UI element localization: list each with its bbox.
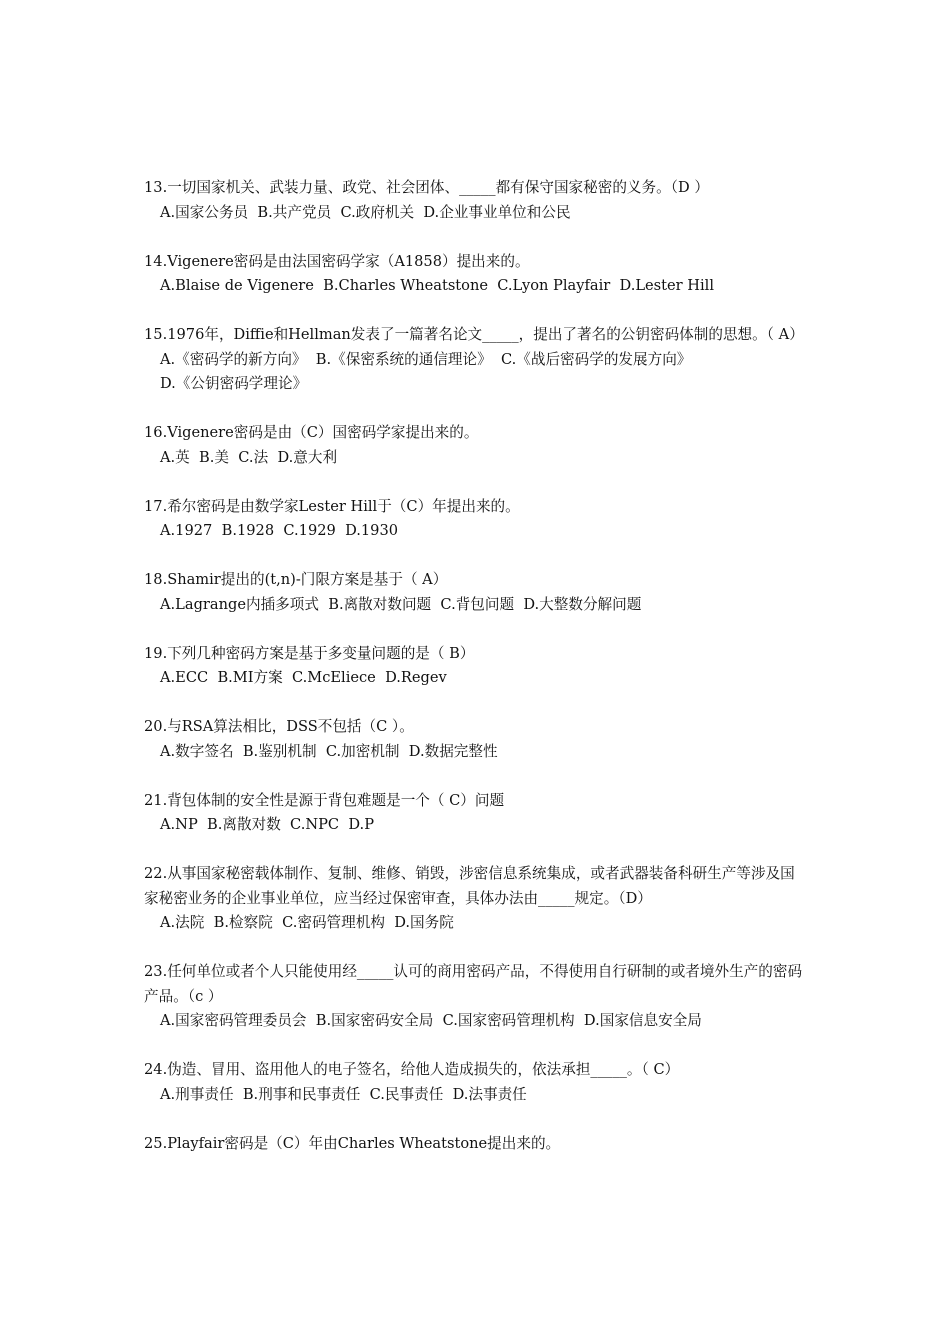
question-text: 15.1976年，Diffie和Hellman发表了一篇著名论文_____，提出了著名的公钥密码体制的思想。（ A）	[144, 326, 804, 343]
question-options: A.国家密码管理委员会 B.国家密码安全局 C.国家密码管理机构 D.国家信息安全局	[160, 1012, 702, 1029]
question-options: A.英 B.美 C.法 D.意大利	[160, 448, 338, 466]
question-text: 18.Shamir提出的(t,n)-门限方案是基于（ A）	[144, 571, 448, 588]
question-text: 23.任何单位或者个人只能使用经_____认可的商用密码产品，不得使用自行研制的或者境外生产的密码产品。（c ）	[144, 963, 803, 1005]
question-item	[144, 495, 808, 544]
question-text: 21.背包体制的安全性是源于背包难题是一个（ C）问题	[144, 791, 505, 809]
question-item	[144, 789, 808, 838]
question-item	[144, 568, 808, 617]
question-options: A.数字签名 B.鉴别机制 C.加密机制 D.数据完整性	[160, 742, 498, 760]
question-options: A.Lagrange内插多项式 B.离散对数问题 C.背包问题 D.大整数分解问题	[160, 595, 642, 613]
question-item	[144, 250, 808, 299]
question-list	[144, 176, 808, 1181]
question-item	[144, 323, 808, 397]
question-options: A.法院 B.检察院 C.密码管理机构 D.国务院	[160, 914, 454, 931]
question-item	[144, 1132, 808, 1157]
question-options: A.NP B.离散对数 C.NPC D.P	[160, 816, 375, 833]
question-item	[144, 176, 808, 225]
question-text: 24.伪造、冒用、盗用他人的电子签名，给他人造成损失的，依法承担_____。（ C）	[144, 1061, 680, 1078]
question-item	[144, 642, 808, 691]
question-text: 16.Vigenere密码是由（C）国密码学家提出来的。	[144, 424, 479, 441]
question-item	[144, 421, 808, 470]
question-options: A.Blaise de Vigenere B.Charles Wheatstone C.Lyon Playfair D.Lester Hill	[160, 277, 714, 294]
question-text: 13.一切国家机关、武装力量、政党、社会团体、_____都有保守国家秘密的义务。（D ）	[144, 179, 709, 196]
question-options: A.国家公务员 B.共产党员 C.政府机关 D.企业事业单位和公民	[160, 203, 571, 221]
question-text: 22.从事国家秘密载体制作、复制、维修、销毁，涉密信息系统集成，或者武器装备科研生产等涉及国家秘密业务的企业事业单位，应当经过保密审查，具体办法由_____规定。（D）	[144, 865, 795, 907]
question-text: 19.下列几种密码方案是基于多变量问题的是（ B）	[144, 644, 475, 662]
question-item	[144, 715, 808, 764]
question-options: D.《公钥密码学理论》	[160, 375, 308, 392]
question-text: 20.与RSA算法相比，DSS不包括（C ）。	[144, 718, 414, 735]
question-item	[144, 862, 808, 936]
question-item	[144, 1058, 808, 1107]
question-text: 17.希尔密码是由数学家Lester Hill于（C）年提出来的。	[144, 497, 520, 515]
question-options: A.刑事责任 B.刑事和民事责任 C.民事责任 D.法事责任	[160, 1085, 527, 1103]
question-text: 25.Playfair密码是（C）年由Charles Wheatstone提出来的。	[144, 1134, 561, 1152]
question-item	[144, 960, 808, 1034]
question-text: 14.Vigenere密码是由法国密码学家（A1858）提出来的。	[144, 252, 530, 270]
question-options: A.ECC B.MI方案 C.McEliece D.Regev	[160, 669, 447, 686]
question-options: A.《密码学的新方向》 B.《保密系统的通信理论》 C.《战后密码学的发展方向》	[160, 350, 692, 368]
question-options: A.1927 B.1928 C.1929 D.1930	[160, 522, 399, 539]
